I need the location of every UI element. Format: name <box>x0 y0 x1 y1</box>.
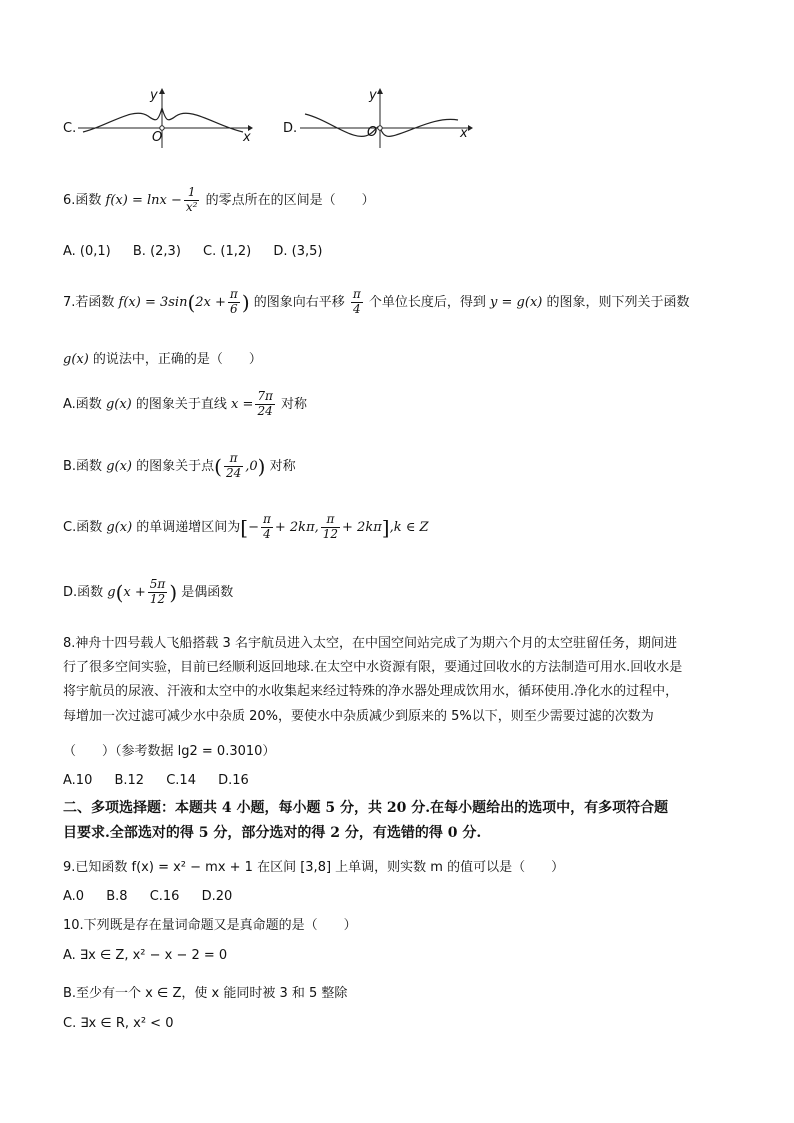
q7-frac1-num: π <box>229 287 238 301</box>
q7-text-unit: 个单位长度后，得到 <box>364 294 491 310</box>
q8-option-d[interactable]: D.16 <box>218 773 249 788</box>
q7c-minus: − <box>248 519 259 535</box>
q7b-pre: B.函数 <box>63 458 107 474</box>
section-2-heading-line2: 目要求.全部选对的得 5 分，部分选对的得 2 分，有选错的得 0 分. <box>63 825 482 841</box>
q7-function: f(x) = 3sin <box>118 294 188 310</box>
q10-option-c[interactable]: C. ∃x ∈ R, x² < 0 <box>63 1016 174 1031</box>
q7c-bracket-open: [ <box>240 515 249 540</box>
q7-frac1 <box>228 288 240 317</box>
q7-prefix: 7.若函数 <box>63 294 119 310</box>
q7-line2-func: g(x) <box>63 352 89 367</box>
q7-line2-text: 的说法中，正确的是（ ） <box>88 352 262 367</box>
q6-option-a[interactable]: A. (0,1) <box>63 244 111 259</box>
q7b-paren-open: ( <box>214 454 222 479</box>
graph-c-origin: O <box>152 130 163 145</box>
q8-line-3: 将宇航员的尿液、汗液和太空中的水收集起来经过特殊的净水器处理成饮用水，循环使用.净化水的过程中， <box>63 684 679 699</box>
graph-c <box>78 86 253 148</box>
q7b-mid: 的图象关于点 <box>131 458 215 474</box>
q10-option-a[interactable]: A. ∃x ∈ Z, x² − x − 2 = 0 <box>63 948 228 963</box>
q7b-frac-num: π <box>224 452 243 467</box>
q7-paren-close: ) <box>241 290 250 315</box>
q10-option-b[interactable]: B.至少有一个 x ∈ Z，使 x 能同时被 3 和 5 整除 <box>63 986 348 1001</box>
q7-g-function: y = g(x) <box>490 294 543 310</box>
graph-d-y-label: y <box>369 88 377 103</box>
q9-option-c[interactable]: C.16 <box>149 889 180 904</box>
question-10: 10.下列既是存在量词命题又是真命题的是（ ） <box>63 918 357 933</box>
q7c-bracket-close: ] <box>381 515 390 540</box>
q7-option-c[interactable] <box>63 513 429 542</box>
q9-options <box>63 889 250 904</box>
q6-frac-num: 1 <box>184 186 200 201</box>
question-9: 9.已知函数 f(x) = x² − mx + 1 在区间 [3,8] 上单调，则实数 m 的值可以是（ ） <box>63 860 565 875</box>
q7b-frac-den: 24 <box>225 465 242 480</box>
q9-option-a[interactable]: A.0 <box>63 889 85 904</box>
q7d-suf: 是偶函数 <box>177 584 234 600</box>
q7c-frac1 <box>261 513 273 542</box>
q7c-frac2-num: π <box>321 513 340 528</box>
q7-arg: 2x + <box>195 294 226 310</box>
graph-d <box>300 86 475 148</box>
q7-paren-open: ( <box>187 290 196 315</box>
question-6 <box>63 186 375 215</box>
q6-prefix: 6.函数 <box>63 192 106 208</box>
q7-text-end: 的图象，则下列关于函数 <box>542 294 690 310</box>
q7c-mid: 的单调递增区间为 <box>132 519 241 535</box>
graph-d-x-label: x <box>460 126 468 141</box>
q7-option-a[interactable] <box>63 390 307 419</box>
q7c-mid3: + 2kπ <box>342 519 382 535</box>
q8-options <box>63 773 267 788</box>
q8-line-5: （ ）（参考数据 lg2 = 0.3010） <box>63 744 276 759</box>
q8-option-a[interactable]: A.10 <box>63 773 93 788</box>
q6-frac-den: x² <box>185 199 198 214</box>
q7a-frac <box>255 390 275 419</box>
q7-option-d[interactable] <box>63 578 233 607</box>
q7c-frac2 <box>321 513 340 542</box>
q8-line-4: 每增加一次过滤可减少水中杂质 20%，要使水中杂质减少到原来的 5%以下，则至少需要过滤的次数为 <box>63 709 654 724</box>
question-7 <box>63 288 690 317</box>
q7a-frac-den: 24 <box>257 403 273 418</box>
q6-option-c[interactable]: C. (1,2) <box>203 244 252 259</box>
q8-line-2: 行了很多空间实验，目前已经顺利返回地球.在太空中水资源有限，要通过回收水的方法制造可用水.回收水是 <box>63 660 683 675</box>
graph-c-y-label: y <box>150 88 158 103</box>
q6-option-d[interactable]: D. (3,5) <box>273 244 323 259</box>
q7-frac2-den: 4 <box>353 301 361 316</box>
option-c-label: C. <box>63 121 77 136</box>
q6-option-b[interactable]: B. (2,3) <box>132 244 181 259</box>
q6-fraction <box>184 186 200 215</box>
option-d-label: D. <box>283 121 298 136</box>
q7a-frac-num: 7π <box>257 389 273 403</box>
q7c-func: g(x) <box>106 519 133 535</box>
q7d-g: g <box>107 584 116 600</box>
q9-option-b[interactable]: B.8 <box>106 889 128 904</box>
graph-c-x-label: x <box>243 130 251 145</box>
q7d-frac-num: 5π <box>149 577 166 591</box>
q7a-pre: A.函数 <box>63 396 106 412</box>
q7a-mid: 的图象关于直线 <box>131 396 231 412</box>
q7b-suf: 对称 <box>265 458 296 474</box>
q7d-paren-open: ( <box>115 580 124 605</box>
q8-line-1: 8.神舟十四号载人飞船搭载 3 名宇航员进入太空，在中国空间站完成了为期六个月的太空驻留任务，期间进 <box>63 636 677 651</box>
q7c-frac2-den: 12 <box>322 526 339 541</box>
q7b-func: g(x) <box>106 458 132 474</box>
q7c-mid2: + 2kπ, <box>274 519 319 535</box>
q8-option-c[interactable]: C.14 <box>166 773 196 788</box>
q7-frac2-num: π <box>352 287 361 301</box>
q7c-frac1-num: π <box>263 512 271 526</box>
q7c-suf: ,k ∈ Z <box>389 519 429 535</box>
q7d-paren-close: ) <box>169 580 178 605</box>
q7-text-shift: 的图象向右平移 <box>249 294 349 310</box>
q7c-frac1-den: 4 <box>263 526 271 541</box>
q7d-frac-den: 12 <box>149 591 166 606</box>
q6-options <box>63 244 340 259</box>
section-2-heading-line1: 二、多项选择题：本题共 4 小题，每小题 5 分，共 20 分.在每小题给出的选项中，有多项符合题 <box>63 800 669 816</box>
q7c-pre: C.函数 <box>63 519 107 535</box>
q7-option-b[interactable] <box>63 452 296 481</box>
graph-d-origin: O <box>367 125 378 140</box>
q7a-x: x = <box>231 396 254 412</box>
q7b-frac <box>224 452 243 481</box>
q7-line2 <box>63 348 262 367</box>
q7b-paren-close: ) <box>257 454 266 479</box>
q9-option-d[interactable]: D.20 <box>201 889 233 904</box>
q8-option-b[interactable]: B.12 <box>114 773 145 788</box>
q7a-func: g(x) <box>105 396 132 412</box>
q7-frac1-den: 6 <box>230 301 238 316</box>
q7b-zero: ,0 <box>245 458 258 474</box>
q6-function: f(x) = lnx − <box>105 192 182 208</box>
q7d-frac <box>148 578 168 607</box>
q7d-x: x + <box>123 584 146 600</box>
q7a-suf: 对称 <box>276 396 308 412</box>
q6-suffix: 的零点所在的区间是（ ） <box>201 192 375 208</box>
q7-frac2 <box>351 288 363 317</box>
q7d-pre: D.函数 <box>63 584 108 600</box>
